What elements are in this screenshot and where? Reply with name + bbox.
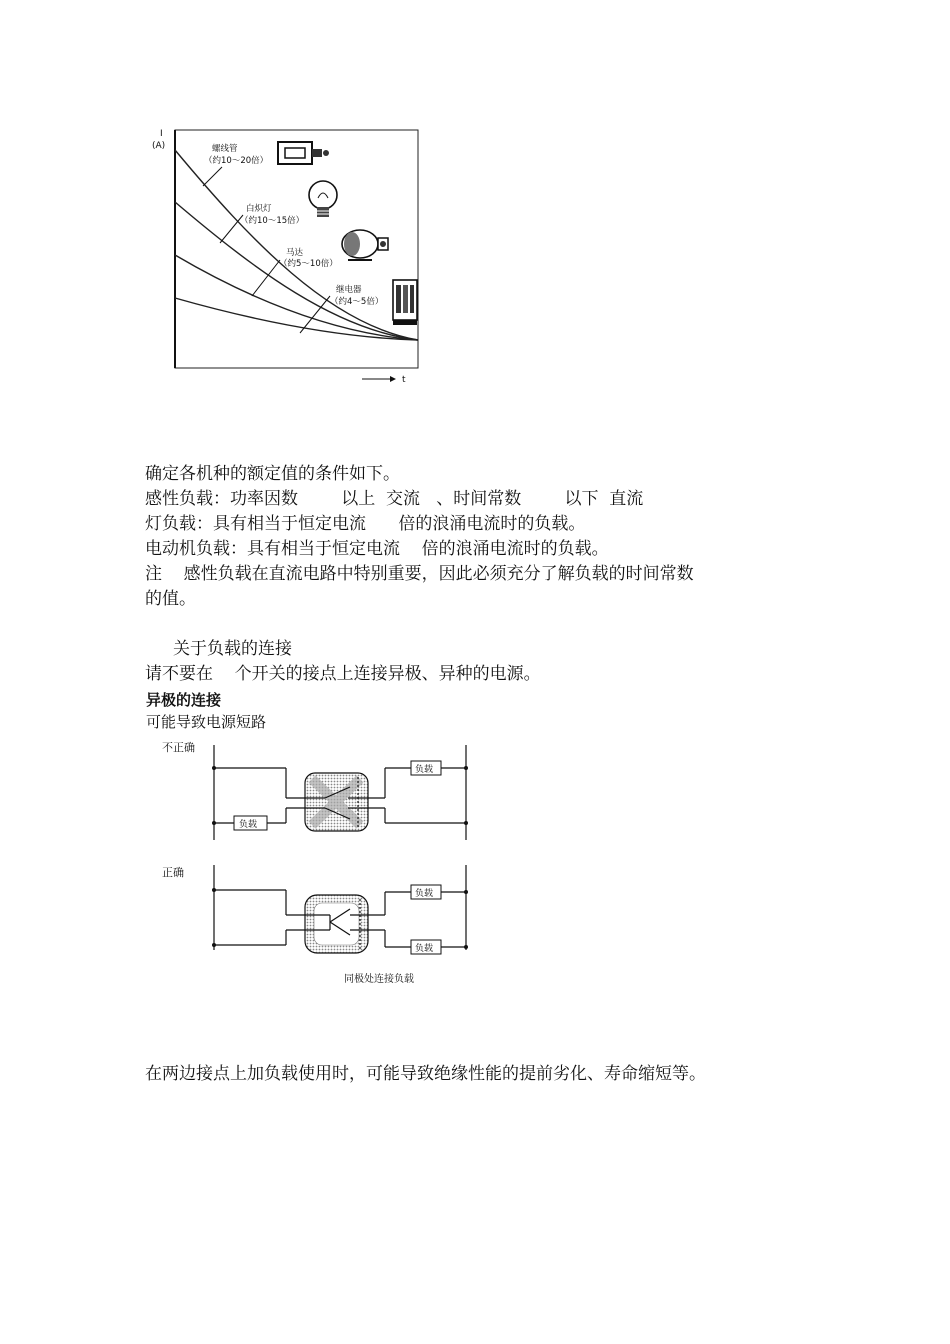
y-axis-label: I [160,129,163,139]
leader-relay [300,296,330,333]
text-line-1: 确定各机种的额定值的条件如下。 [145,464,400,484]
correct-label: 正确 [162,866,184,879]
figure-title: 异极的连接 [146,691,222,709]
y-axis-unit: (A) [152,141,166,151]
curve-label-solenoid: 螺线管 [212,144,238,154]
curve-label-lamp: 白炽灯 [246,204,272,214]
connection-diagram [150,735,490,995]
text-line-6: 的值。 [145,589,196,609]
leader-motor [252,260,280,296]
relay-icon [393,280,417,325]
section-title: 关于负载的连接 [173,639,292,659]
incorrect-label: 不正确 [162,741,195,754]
time-arrow-head [390,376,396,382]
leader-lamp [220,215,243,243]
curve-ratio-relay: （约4～5倍） [330,297,384,307]
correct-switch-inner [314,903,359,945]
text-line-3: 灯负载：具有相当于恒定电流 倍的浪涌电流时的负载。 [145,514,586,534]
curve-label-motor: 马达 [286,248,304,258]
figure-subtitle: 可能导致电源短路 [146,713,267,731]
leader-solenoid [203,167,222,186]
bottom-text: 在两边接点上加负载使用时，可能导致绝缘性能的提前劣化、寿命缩短等。 [145,1064,706,1084]
solenoid-icon [278,142,329,164]
curve-ratio-solenoid: （约10～20倍） [204,156,269,166]
curve-ratio-lamp: （约10～15倍） [240,216,305,226]
incorrect-load-right-label: 负载 [415,765,434,775]
correct-load-bottom-label: 负载 [415,944,434,954]
incorrect-load-left-label: 负载 [239,820,258,830]
light-bulb-icon [309,181,337,217]
text-line-2: 感性负载：功率因数 以上 交流 、时间常数 以下 直流 [145,489,644,509]
curve-ratio-motor: （约5～10倍） [279,259,338,269]
curve-label-relay: 继电器 [336,285,362,295]
x-axis-label: t [402,375,406,385]
correct-load-top-label: 负载 [415,889,434,899]
text-line-7: 请不要在 个开关的接点上连接异极、异种的电源。 [145,664,541,684]
text-line-4: 电动机负载：具有相当于恒定电流 倍的浪涌电流时的负载。 [145,539,609,559]
motor-icon [342,230,388,260]
inrush-current-chart [140,120,430,395]
text-line-5: 注 感性负载在直流电路中特别重要，因此必须充分了解负载的时间常数 [145,564,694,584]
figure-caption: 同极处连接负载 [344,974,414,985]
